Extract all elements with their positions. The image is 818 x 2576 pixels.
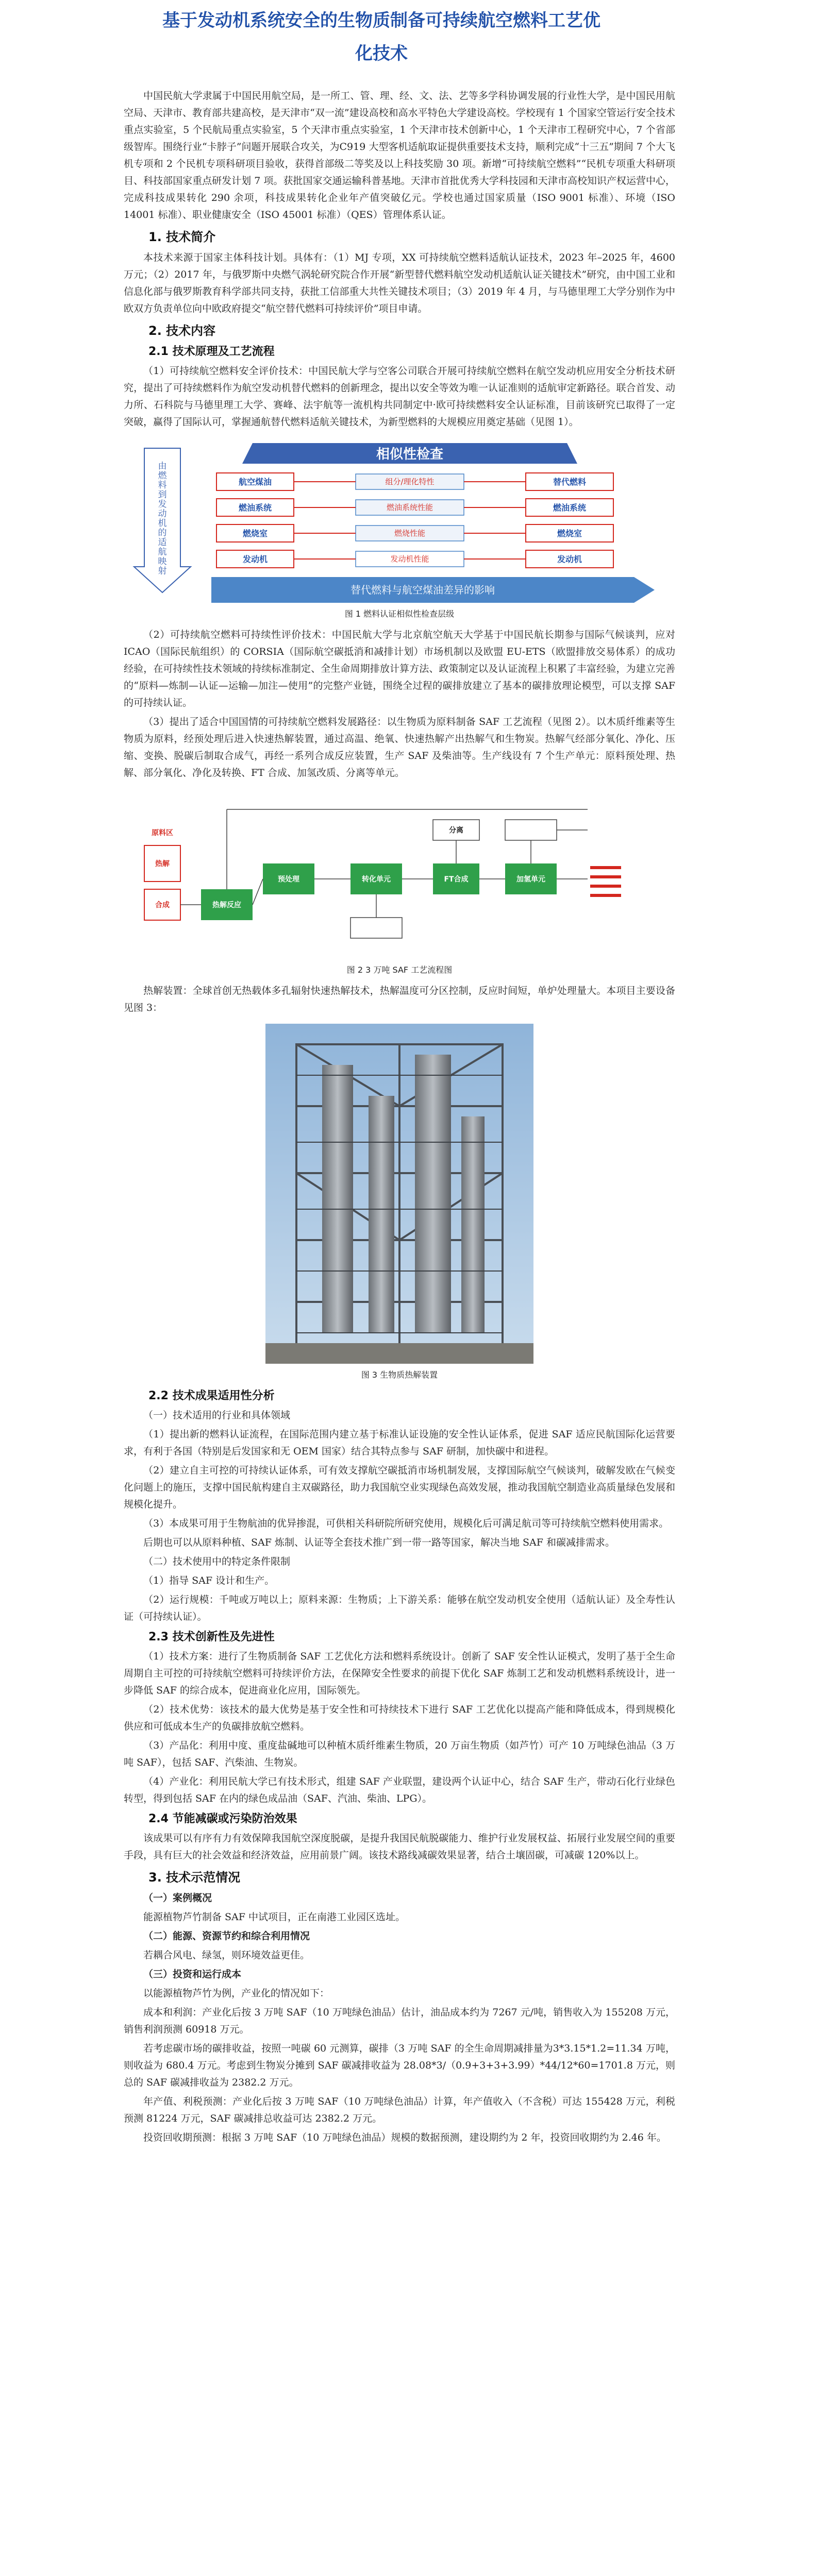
section-2-1-heading: 2.1 技术原理及工艺流程 bbox=[148, 345, 275, 358]
section-2-2-item: （1）提出新的燃料认证流程，在国际范围内建立基于标准认证设施的安全性认证体系，促进 SAF 适应民航国际化运营要求，有利于各国（特别是后发国家和无 OEM 国家）结合其特点参与 SAF 研制，加快碳中和进程。 bbox=[124, 1429, 675, 1457]
section-2-4-heading: 2.4 节能减碳或污染防治效果 bbox=[148, 1812, 297, 1825]
section-2-heading: 2. 技术内容 bbox=[148, 324, 216, 338]
document-title bbox=[98, 4, 665, 70]
figure-1-left-label: 燃烧室 bbox=[242, 529, 268, 538]
section-2-3-item: （3）产品化：利用中度、重度盐碱地可以种植木质纤维素生物质，20 万亩生物质（如芦竹）可产 10 万吨绿色油品（3 万吨 SAF），包括 SAF、汽柴油、生物炭。 bbox=[124, 1740, 675, 1768]
section-2-2-item: （3）本成果可用于生物航油的优异掺混，可供相关科研院所研究使用，规模化后可满足航司等可持续航空燃料使用需求。 bbox=[143, 1518, 669, 1529]
figure-1-bottom-bar-text: 替代燃料与航空煤油差异的影响 bbox=[350, 584, 495, 596]
figure-1-right-label: 燃油系统 bbox=[553, 503, 587, 513]
section-2-1-paragraph-b: （2）可持续航空燃料可持续性评价技术：中国民航大学与北京航空航天大学基于中国民航长期参与国际气候谈判，应对 ICAO（国际民航组织）的 CORSIA（国际航空碳抵消和减排计划）市场机制以及欧盟 EU-ETS（欧盟排放交易体系）的成功经验，在可持续性技术领域的持续标准制定、全生命周期排放计算方法、政策制定以及认证流程上积累了丰富经验，为建立完善的“原料—炼制—认证—运输—加注—使用”的完整产业链，围绕全过程的碳排放建立了基本的碳排放理论模型，可以支撑 SAF 的可持续认证。 bbox=[124, 629, 675, 708]
section-3-item: 年产值、利税预测：产业化后按 3 万吨 SAF（10 万吨绿色油品）计算，年产值收入（不含税）可达 155428 万元，利税预测 81224 万元，SAF 碳减排总收益可达 2382.2 万元。 bbox=[124, 2096, 675, 2124]
section-3-item: 若耦合风电、绿氢，则环境效益更佳。 bbox=[143, 1950, 310, 1961]
figure-1-left-label: 发动机 bbox=[242, 554, 268, 564]
section-1-heading: 1. 技术简介 bbox=[148, 230, 216, 244]
figure-1-center-label: 燃烧性能 bbox=[394, 529, 426, 538]
figure-2 bbox=[124, 789, 675, 977]
section-3-item: 能源植物芦竹制备 SAF 中试项目，正在南港工业园区选址。 bbox=[143, 1911, 406, 1923]
figure-1-center-label: 发动机性能 bbox=[390, 554, 429, 564]
figure-2-box-label: FT合成 bbox=[444, 875, 469, 884]
figure-1-center-label: 组分/理化特性 bbox=[385, 477, 435, 486]
section-1-paragraph: 本技术来源于国家主体科技计划。具体有：（1）MJ 专项，XX 可持续航空燃料适航认证技术，2023 年–2025 年，4600 万元；（2）2017 年，与俄罗斯中央燃气涡轮研究院合作开展“新型替代燃料航空发动机适航认证关键技术”研究，由中国工业和信息化部与俄罗斯教育科学部共同支持，获批工信部重大共性关键技术项目；（3）2019 年 4 月，与马德里理工大学分别作为中欧双方负责单位向中欧政府提交“航空替代燃料可持续评价”项目申请。 bbox=[124, 252, 675, 314]
figure-2-box-label: 分离 bbox=[449, 826, 463, 835]
section-2-2-item: （1）指导 SAF 设计和生产。 bbox=[143, 1575, 275, 1586]
section-3-item: （二）能源、资源节约和综合利用情况 bbox=[143, 1930, 310, 1942]
section-2-2-item: （2）建立自主可控的可持续认证体系，可有效支撑航空碳抵消市场机制发展，支撑国际航空气候谈判，破解发欧在气候变化问题上的施压，支撑中国民航构建自主双碳路径，助力我国航空业实现绿色高效发展，推动我国航空制造业高质量绿色发展和规模化提升。 bbox=[124, 1465, 675, 1510]
section-2-1-paragraph-c: （3）提出了适合中国国情的可持续航空燃料发展路径：以生物质为原料制备 SAF 工艺流程（见图 2）。以木质纤维素等生物质为原料，经预处理后进入快速热解装置，通过高温、绝氧、快速热解产出热解气和生物炭。热解气经部分氧化、净化、压缩、变换、脱碳后制取合成气，再经一系列合成反应装置，生产 SAF 及柴油等。生产线设有 7 个生产单元：原料预处理、热解、部分氧化、净化及转换、FT 合成、加氢改质、分离等单元。 bbox=[124, 716, 675, 778]
section-2-1-paragraph-a: （1）可持续航空燃料安全评价技术：中国民航大学与空客公司联合开展可持续航空燃料在航空发动机应用安全分析技术研究，提出了可持续燃料作为航空发动机替代燃料的创新理念，提出以安全等效为唯一认证准则的适航审定新路径。联合首发、动力所、石科院与马德里理工大学、赛峰、法宇航等一流机构共同制定中·欧可持续燃料安全认证标准，目前该研究已取得了一定突破，赢得了国际认可，掌握通航替代燃料适航关键技术，为新型燃料的大规模应用奠定基础（见图 1）。 bbox=[124, 365, 675, 428]
section-3-item: （一）案例概况 bbox=[143, 1892, 212, 1904]
title-line-1: 基于发动机系统安全的生物质制备可持续航空燃料工艺优 bbox=[162, 10, 600, 31]
figure-2-aux-box bbox=[350, 918, 402, 938]
figure-1-right-label: 发动机 bbox=[557, 554, 582, 564]
figure-2-left-label: 热解 bbox=[155, 860, 170, 868]
figure-2-left-label: 合成 bbox=[155, 901, 170, 909]
document-body bbox=[124, 88, 675, 2148]
section-2-3-item: （1）技术方案：进行了生物质制备 SAF 工艺优化方法和燃料系统设计。创新了 SAF 安全性认证模式，发明了基于全生命周期自主可控的可持续航空燃料可持续评价方法，在保障安全性要求的前提下优化 SAF 炼制工艺和发动机燃料系统设计，进一步降低 SAF 的综合成本，促进商业化应用，国际领先。 bbox=[124, 1651, 675, 1696]
section-2-2-item: （二）技术使用中的特定条件限制 bbox=[143, 1556, 291, 1567]
section-2-3-item: （4）产业化：利用民航大学已有技术形式，组建 SAF 产业联盟，建设两个认证中心，结合 SAF 生产，带动石化行业绿色转型，得到包括 SAF 在内的绿色成品油（SAF、汽油、柴油、LPG）。 bbox=[124, 1776, 675, 1804]
figure-1-caption: 图 1 燃料认证相似性检查层级 bbox=[344, 609, 455, 619]
figure-3-equipment-photo bbox=[265, 1024, 533, 1364]
title-line-2: 化技术 bbox=[355, 43, 408, 64]
section-3-list bbox=[124, 1890, 675, 2146]
figure-1-left-label: 航空煤油 bbox=[238, 477, 272, 487]
section-3-item: （三）投资和运行成本 bbox=[143, 1969, 242, 1980]
section-2-3-item: （2）技术优势：该技术的最大优势是基于安全性和可持续技术下进行 SAF 工艺优化以提高产能和降低成本，得到规模化供应和可低成本生产的负碳排放航空燃料。 bbox=[124, 1704, 675, 1732]
section-2-4-paragraph: 该成果可以有序有力有效保障我国航空深度脱碳，是提升我国民航脱碳能力、维护行业发展权益、拓展行业发展空间的重要手段，具有巨大的社会效益和经济效益，应用前景广阔。该技术路线减碳效果显著，结合土壤固碳，可减碳 120%以上。 bbox=[124, 1833, 675, 1861]
figure-1-right-label: 替代燃料 bbox=[553, 477, 587, 487]
figure-2-flow-diagram bbox=[124, 789, 675, 959]
figure-3 bbox=[124, 1024, 675, 1382]
figure-2-box-label: 预处理 bbox=[278, 875, 299, 884]
figure-1-banner-text: 相似性检查 bbox=[376, 447, 444, 462]
section-2-2-item: （一）技术适用的行业和具体领域 bbox=[143, 1410, 291, 1421]
section-2-2-heading: 2.2 技术成果适用性分析 bbox=[148, 1389, 275, 1402]
figure-2-box-label: 热解反应 bbox=[212, 901, 241, 909]
figure-2-box-label: 加氢单元 bbox=[516, 875, 545, 884]
figure-1-center-label: 燃油系统性能 bbox=[386, 503, 433, 512]
figure-2-caption: 图 2 3 万吨 SAF 工艺流程图 bbox=[346, 965, 453, 975]
section-2-3-list bbox=[124, 1648, 675, 1807]
section-3-item: 成本和利润：产业化后按 3 万吨 SAF（10 万吨绿色油品）估计，油品成本约为 7267 元/吨，销售收入为 155208 万元，销售利润预测 60918 万元。 bbox=[124, 2007, 675, 2035]
figure-2-left-label: 原料区 bbox=[152, 829, 173, 837]
figure-2-box-label: 转化单元 bbox=[362, 875, 391, 884]
section-3-item: 以能源植物芦竹为例，产业化的情况如下： bbox=[143, 1988, 330, 1999]
figure-1-right-label: 燃烧室 bbox=[557, 529, 582, 538]
figure-1 bbox=[124, 438, 675, 621]
section-2-2-item: 后期也可以从原料种植、SAF 炼制、认证等全套技术推广到一带一路等国家，解决当地 SAF 和碳减排需求。 bbox=[143, 1537, 615, 1548]
section-3-heading: 3. 技术示范情况 bbox=[148, 1870, 241, 1885]
figure-3-caption: 图 3 生物质热解装置 bbox=[361, 1370, 438, 1380]
section-2-1-paragraph-d: 热解装置：全球首创无热载体多孔辐射快速热解技术，热解温度可分区控制，反应时间短，单炉处理量大。本项目主要设备见图 3： bbox=[124, 985, 675, 1013]
intro-paragraph: 中国民航大学隶属于中国民用航空局，是一所工、管、理、经、文、法、艺等多学科协调发展的行业性大学，是中国民用航空局、天津市、教育部共建高校，是天津市“双一流”建设高校和高水平特色大学建设高校。学校现有 1 个国家空管运行安全技术重点实验室，5 个民航局重点实验室，5 个天津市重点实验室，1 个天津市技术创新中心，1 个天津市工程研究中心，7 个省部级智库。围绕行业“卡脖子”问题开展联合攻关，为C919 大型客机适航取证提供重要技术支持，顺利完成“十三五”期间 7 个大飞机专项和 2 个民机专项科研项目验收，获得首部级二等奖及以上科技奖励 30 项。新增“可持续航空燃料”“民机专项重大科研项目、科技部国家重点研发计划 7 项。获批国家交通运输科普基地。天津市首批优秀大学科技园和天津市高校知识产权运营中心，完成科技成果转化 290 余项，科技成果转化企业年产值突破亿元。学校也通过国家质量（ISO 9001 标准）、环境（ISO 14001 标准）、职业健康安全（ISO 45001 标准）（QES）管理体系认证。 bbox=[124, 90, 675, 221]
section-2-2-item: （2）运行规模：千吨或万吨以上；原料来源：生物质；上下游关系：能够在航空发动机安全使用（适航认证）及全寿性认证（可持续认证）。 bbox=[124, 1594, 675, 1622]
figure-1-left-label: 燃油系统 bbox=[238, 503, 272, 513]
figure-1-arrow-label: 由燃料到发动机的适航映射 bbox=[158, 461, 167, 577]
section-2-3-heading: 2.3 技术创新性及先进性 bbox=[148, 1631, 275, 1643]
figure-2-aux-box bbox=[505, 820, 557, 840]
section-3-item: 投资回收期预测：根据 3 万吨 SAF（10 万吨绿色油品）规模的数据预测，建设期约为 2 年，投资回收期约为 2.46 年。 bbox=[143, 2132, 666, 2143]
figure-1-diagram bbox=[124, 438, 675, 603]
section-2-2-list bbox=[124, 1407, 675, 1625]
section-3-item: 若考虑碳市场的碳排收益，按照一吨碳 60 元测算，碳排（3 万吨 SAF 的全生命周期减排量为3*3.15*1.2=11.34 万吨，则收益为 680.4 万元。考虑到生物炭分摊到 SAF 碳减排收益为 28.08*3/（0.9+3+3+3.99）*44/12*60=1701.8 万元，则总的 SAF 碳减排收益为 2382.2 万元。 bbox=[124, 2043, 675, 2088]
